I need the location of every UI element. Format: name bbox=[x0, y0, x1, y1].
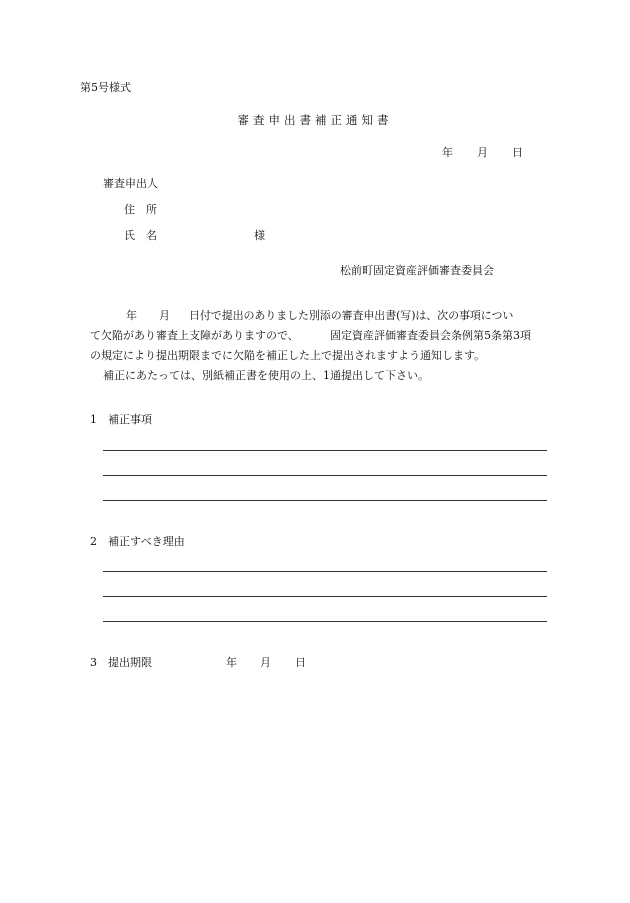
section-3-number: 3 bbox=[90, 656, 97, 669]
section-3-label: 提出期限 bbox=[108, 656, 152, 669]
body-line-2b: 固定資産評価審査委員会条例第5条第3項 bbox=[330, 329, 531, 342]
deadline-day-label: 日 bbox=[295, 656, 306, 669]
deadline-month-label: 月 bbox=[260, 656, 271, 669]
date-day-label: 日 bbox=[512, 146, 523, 159]
fill-line bbox=[103, 450, 547, 451]
section-2-label: 補正すべき理由 bbox=[108, 535, 185, 548]
section-1-label: 補正事項 bbox=[108, 413, 152, 426]
applicant-label: 審査申出人 bbox=[103, 177, 158, 190]
fill-line bbox=[103, 500, 547, 501]
document-title: 審査申出書補正通知書 bbox=[237, 113, 393, 127]
form-number: 第5号様式 bbox=[80, 81, 131, 94]
date-month-label: 月 bbox=[477, 146, 488, 159]
body-line-3: の規定により提出期限までに欠陥を補正した上で提出されますよう通知します。 bbox=[90, 349, 486, 362]
body-line-2a: て欠陥があり審査上支障がありますので、 bbox=[90, 329, 299, 342]
section-1-number: 1 bbox=[90, 413, 97, 426]
fill-line bbox=[103, 571, 547, 572]
name-label: 氏 名 bbox=[124, 229, 157, 242]
fill-line bbox=[103, 596, 547, 597]
deadline-year-label: 年 bbox=[226, 656, 237, 669]
sender-committee: 松前町固定資産評価審査委員会 bbox=[340, 264, 494, 277]
fill-line bbox=[103, 621, 547, 622]
fill-line bbox=[103, 475, 547, 476]
body-year: 年 bbox=[126, 309, 137, 322]
body-month: 月 bbox=[159, 309, 170, 322]
section-2-number: 2 bbox=[90, 535, 97, 548]
body-line-4: 補正にあたっては、別紙補正書を使用の上、1通提出して下さい。 bbox=[103, 369, 429, 382]
honorific: 様 bbox=[254, 229, 265, 242]
body-line-1: 日付で提出のありました別添の審査申出書(写)は、次の事項につい bbox=[189, 309, 514, 322]
date-year-label: 年 bbox=[442, 146, 453, 159]
address-label: 住 所 bbox=[124, 203, 157, 216]
